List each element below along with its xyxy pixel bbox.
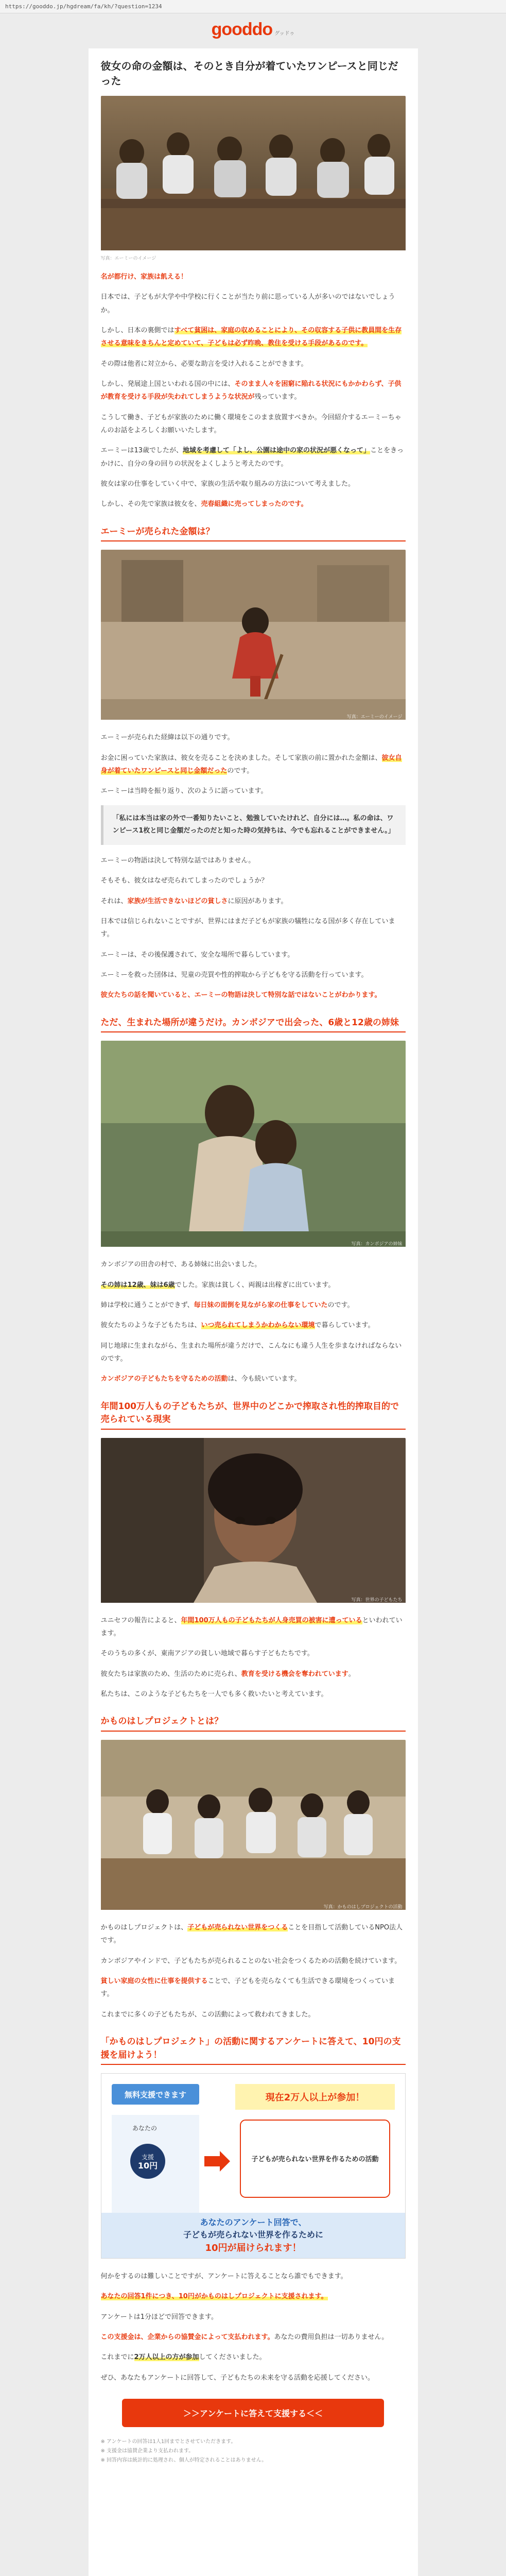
paragraph-text: で暮らしています。: [315, 1321, 375, 1330]
emphasis-text: 毎日妹の面倒を見ながら家の仕事をしていた: [194, 1301, 328, 1309]
paragraph-text: 日本では、子どもが大学や中学校に行くことが当たり前に思っている人が多いのではないでしょうか。: [100, 293, 395, 314]
banner-yen-label: 10円: [137, 2161, 158, 2171]
paragraph: [101, 785, 406, 798]
girl-sweeping-photo-image: [101, 550, 406, 720]
paragraph-text: それは、: [100, 897, 128, 905]
emphasis-text: 地域を考慮して「よし、公園は途中の家の状況が悪くなって」: [183, 447, 371, 455]
banner-appeal-1: あなたのアンケート回答で、: [200, 2217, 306, 2227]
paragraph: [101, 915, 406, 941]
paragraph-text: これまでに多くの子どもたちが、この活動によって救われてきました。: [100, 2010, 315, 2019]
photo-caption: 写真：エーミーのイメージ: [100, 256, 156, 261]
school-activity-photo-image: [101, 1740, 406, 1910]
banner-free-label: 無料支援できます: [124, 2090, 186, 2099]
paragraph: [101, 478, 406, 490]
emphasis-text: 2万人以上の方が参加: [134, 2353, 199, 2362]
paragraph: [101, 752, 406, 778]
paragraph: [101, 291, 406, 317]
section-heading-2: ただ、生まれた場所が違うだけ。カンボジアで出会った、6歳と12歳の姉妹: [101, 1016, 406, 1033]
support-banner[interactable]: [101, 2073, 406, 2259]
emphasis-text: その姉は12歳、妹は6歳: [100, 1281, 175, 1289]
emphasis-text: いつ売られてしまうかわからない環境: [201, 1321, 315, 1330]
child-portrait-photo-image: [101, 1438, 406, 1603]
emphasis-text: 彼女たちの話を聞いていると、エーミーの物語は決して特別な話ではないことがわかります。: [100, 991, 381, 999]
paragraph: [101, 2008, 406, 2021]
paragraph-text: しかし、発展途上国といわれる国の中には、: [100, 380, 235, 388]
paragraph-text: 私たちは、このような子どもたちを一人でも多く救いたいと考えています。: [100, 1690, 328, 1699]
paragraph-text: エーミーの物語は決して特別な話ではありません。: [100, 857, 255, 865]
paragraph-text: エーミーを救った団体は、児童の売買や性的搾取から子どもを守る活動を行っています。: [100, 971, 368, 979]
emphasis-text: 貧しい家庭の女性に仕事を提供する: [100, 1977, 208, 1985]
paragraph-text: これまでに: [100, 2353, 134, 2362]
paragraph-text: といわれています。: [100, 1616, 403, 1638]
photo-credit: 写真：かものはしプロジェクトの活動: [323, 1904, 403, 1910]
paragraph-text: 彼女は家の仕事をしていく中で、家族の生活や取り組みの方法について考えました。: [100, 480, 355, 488]
paragraph-text: ことをきっかけに、自分の身の回りの状況をよくしようと考えたのです。: [100, 447, 404, 468]
paragraph-text: エーミーが売られた経緯は以下の通りです。: [100, 734, 234, 742]
paragraph: [101, 989, 406, 1002]
section-1-photo: [101, 550, 406, 722]
section-3-paragraphs: [101, 1614, 406, 1701]
paragraph: [101, 2311, 406, 2324]
paragraph-text: は、今も続いています。: [228, 1375, 301, 1383]
paragraph-text: しかし、その先で家族は彼女を、: [100, 500, 201, 509]
emphasis-text: そのまま人々を困窮に陥れる状況にもかかわらず、子供が教育を受ける手段が失われてしまうような状況が: [100, 380, 402, 401]
paragraph-text: してくださいました。: [199, 2353, 266, 2362]
paragraph: [101, 1647, 406, 1660]
section-heading-3: 年間100万人もの子どもたちが、世界中のどこかで搾取され性的搾取目的で売られている現実: [101, 1400, 406, 1430]
paragraph-text: 同じ地球に生まれながら、生まれた場所が違うだけで、こんなにも違う人生を歩まなければならないのです。: [100, 1342, 402, 1363]
sisters-photo-image: [101, 1041, 406, 1247]
section-4-photo: [101, 1740, 406, 1912]
support-banner-graphic: [101, 2074, 405, 2258]
section-heading-4: かものはしプロジェクトとは？: [101, 1715, 406, 1732]
paragraph-text: かものはしプロジェクトは、: [100, 1923, 188, 1931]
paragraph: [101, 1975, 406, 2001]
paragraph-text: カンボジアやインドで、子どもたちが売られることのない社会をつくるための活動を続けています。: [100, 1957, 402, 1965]
emphasis-text: カンボジアの子どもたちを守るための活動: [100, 1375, 228, 1383]
paragraph-text: 。: [348, 1670, 355, 1678]
paragraph: [101, 358, 406, 370]
paragraph-text: そのうちの多くが、東南アジアの貧しい地域で暮らす子どもたちです。: [100, 1650, 314, 1658]
paragraph: [101, 411, 406, 437]
paragraph: [101, 1688, 406, 1701]
classroom-photo-image: [101, 96, 406, 250]
paragraph-text: エーミーは、その後保護されて、安全な場所で暮らしています。: [100, 951, 294, 959]
paragraph-text: エーミーは13歳でしたが、: [100, 447, 183, 455]
emphasis-text: すべて貧困は、家庭の収めることにより、その収容する子供に教員間を生存させる意味をきちんと定めていて、子どもは必ず昨晩、教住を受ける手段があるのです。: [100, 327, 402, 348]
paragraph: [101, 1372, 406, 1385]
paragraph: [101, 1319, 406, 1332]
emphasis-text: 彼女自身が着ていたワンピースと同じ金額だった: [100, 754, 402, 775]
paragraph-text: しかし、日本の裏側では: [100, 327, 175, 335]
section-4-paragraphs: [101, 1921, 406, 2021]
section-1b-paragraphs: [101, 854, 406, 1002]
paragraph: [101, 444, 406, 470]
note-text: ※ アンケートの回答は1人1回までとさせていただきます。: [100, 2439, 236, 2445]
paragraph: [101, 2270, 406, 2283]
section-2-photo: [101, 1041, 406, 1249]
paragraph: [101, 324, 406, 350]
section-heading-1: エーミーが売られた金額は？: [101, 526, 406, 542]
paragraph-text: のです。: [327, 1301, 354, 1309]
article-title: 彼女の命の金額は、そのとき自分が着ていたワンピースと同じだった: [100, 60, 398, 87]
note-text: ※ 支援金は協賛企業より支払われます。: [100, 2448, 194, 2454]
survey-support-button[interactable]: ＞＞アンケートに答えて支援する＜＜: [122, 2399, 384, 2427]
quote-text: 「私には本当は家の外で一番知りたいこと、勉強していたけれど、自分には…。私の命は、ワンピース1枚と同じ金額だったのだと知った時の気持ちは、今でも忘れることができません。」: [112, 814, 395, 835]
paragraph-text: お金に困っていた家族は、彼女を売ることを決めました。そして家族の前に置かれた金額は、: [100, 754, 382, 762]
notes: [101, 2437, 406, 2465]
banner-support-label: 支援: [141, 2154, 154, 2161]
emphasis-text: 名が都行け、家族は飢える！: [100, 273, 187, 281]
paragraph-text: エーミーは当時を振り返り、次のように語っています。: [100, 787, 268, 795]
paragraph-text: ぜひ、あなたもアンケートに回答して、子どもたちの未来を守る活動を応援してください。: [100, 2374, 374, 2382]
paragraph-text: 姉は学校に通うことができず、: [100, 1301, 194, 1309]
article: [89, 48, 418, 2576]
paragraph-text: 何かをするのは難しいことですが、アンケートに答えることなら誰でもできます。: [100, 2273, 347, 2280]
section-3-photo: [101, 1438, 406, 1605]
banner-you-label: あなたの: [132, 2125, 157, 2132]
paragraph: [101, 1955, 406, 1968]
site-header: [0, 13, 506, 45]
paragraph-text: そもそも、彼女はなぜ売られてしまったのでしょうか？: [100, 877, 268, 885]
paragraph-text: カンボジアの田舎の村で、ある姉妹に出会いました。: [100, 1261, 261, 1269]
paragraph: [101, 1668, 406, 1681]
paragraph: [101, 498, 406, 511]
browser-address-bar: [0, 0, 506, 13]
paragraph-text: ことで、子どもを売らなくても生活できる環境をつくっています。: [100, 1977, 395, 1998]
paragraph: [101, 874, 406, 887]
emphasis-text: 子どもが売られない世界をつくる: [187, 1923, 288, 1931]
paragraph-text: 彼女たちは家族のため、生活のために売られ、: [100, 1670, 241, 1678]
hero-photo: [101, 96, 406, 252]
paragraph-text: に原因があります。: [228, 897, 288, 905]
emphasis-text: この支援金は、企業からの協賛金によって支払われます。: [100, 2333, 274, 2342]
banner-appeal-3: 10円が届けられます！: [204, 2243, 302, 2253]
banner-sub-headline: 子どもが売られない世界を作るための活動: [251, 2156, 379, 2163]
photo-credit: 写真：世界の子どもたち: [351, 1597, 403, 1603]
photo-credit: 写真：カンボジアの姉妹: [351, 1242, 403, 1247]
section-5-paragraphs: [101, 2270, 406, 2384]
paragraph-text: でした。家族は貧しく、両親は出稼ぎに出ています。: [175, 1281, 335, 1289]
quote-box: [101, 805, 406, 845]
intro-paragraphs: [101, 270, 406, 511]
paragraph-text: 残っています。: [254, 393, 301, 401]
emphasis-text: 教育を受ける機会を奪われています: [241, 1670, 348, 1678]
paragraph-text: こうして働き、子どもが家族のために働く環境をこのまま放置すべきか。今回紹介するエーミーちゃんのお話をよろしくお願いいたします。: [100, 413, 402, 435]
emphasis-text: 家族が生活できないほどの貧しさ: [127, 897, 228, 905]
paragraph: [101, 854, 406, 867]
paragraph-text: ことを目指して活動しているNPO法人です。: [100, 1923, 403, 1945]
paragraph-text: のです。: [227, 767, 254, 775]
paragraph-text: ユニセフの報告によると、: [100, 1616, 181, 1624]
paragraph-text: アンケートは1分ほどで回答できます。: [100, 2313, 218, 2321]
paragraph: [101, 1299, 406, 1312]
paragraph-text: その際は他者に対立から、必要な助言を受け入れることができます。: [100, 360, 308, 368]
paragraph: [101, 948, 406, 961]
paragraph: [101, 969, 406, 981]
paragraph-text: 日本では信じられないことですが、世界にはまだ子どもが家族の犠牲になる国が多く存在しています。: [100, 918, 395, 939]
paragraph: [101, 2290, 406, 2303]
section-1-paragraphs: [101, 731, 406, 798]
paragraph: [101, 1340, 406, 1366]
photo-credit: 写真：エーミーのイメージ: [346, 715, 403, 720]
paragraph: [101, 1279, 406, 1292]
paragraph-text: 彼女たちのような子どもたちは、: [100, 1321, 201, 1330]
url-text[interactable]: https://gooddo.jp/hgdream/fa/kh/?question=1234: [5, 3, 162, 10]
paragraph: [101, 2331, 406, 2344]
paragraph: [101, 1921, 406, 1947]
section-heading-5: 「かものはしプロジェクト」の活動に関するアンケートに答えて、10円の支援を届けよう！: [101, 2036, 406, 2065]
paragraph: [101, 731, 406, 744]
paragraph: [101, 2351, 406, 2364]
paragraph: [101, 1614, 406, 1640]
emphasis-text: 年間100万人もの子どもたちが人身売買の被害に遭っている: [181, 1616, 362, 1624]
paragraph-text: あなたの費用負担は一切ありません。: [274, 2333, 389, 2342]
banner-headline: 現在2万人以上が参加！: [265, 2092, 364, 2103]
banner-appeal-2: 子どもが売られない世界を作るために: [183, 2230, 323, 2240]
paragraph: [101, 378, 406, 404]
emphasis-text: 売春組織に売ってしまったのです。: [201, 500, 308, 509]
logo-text: gooddo: [211, 19, 273, 39]
paragraph: [101, 2371, 406, 2384]
site-logo[interactable]: [212, 20, 295, 40]
section-2-paragraphs: [101, 1258, 406, 1385]
logo-tagline: グッドゥ: [274, 30, 295, 37]
paragraph: [101, 895, 406, 908]
note-text: ※ 回答内容は統計的に処理され、個人が特定されることはありません。: [100, 2458, 267, 2464]
paragraph: [101, 270, 406, 283]
emphasis-text: あなたの回答1件につき、10円がかものはしプロジェクトに支援されます。: [100, 2293, 328, 2301]
paragraph: [101, 1258, 406, 1271]
